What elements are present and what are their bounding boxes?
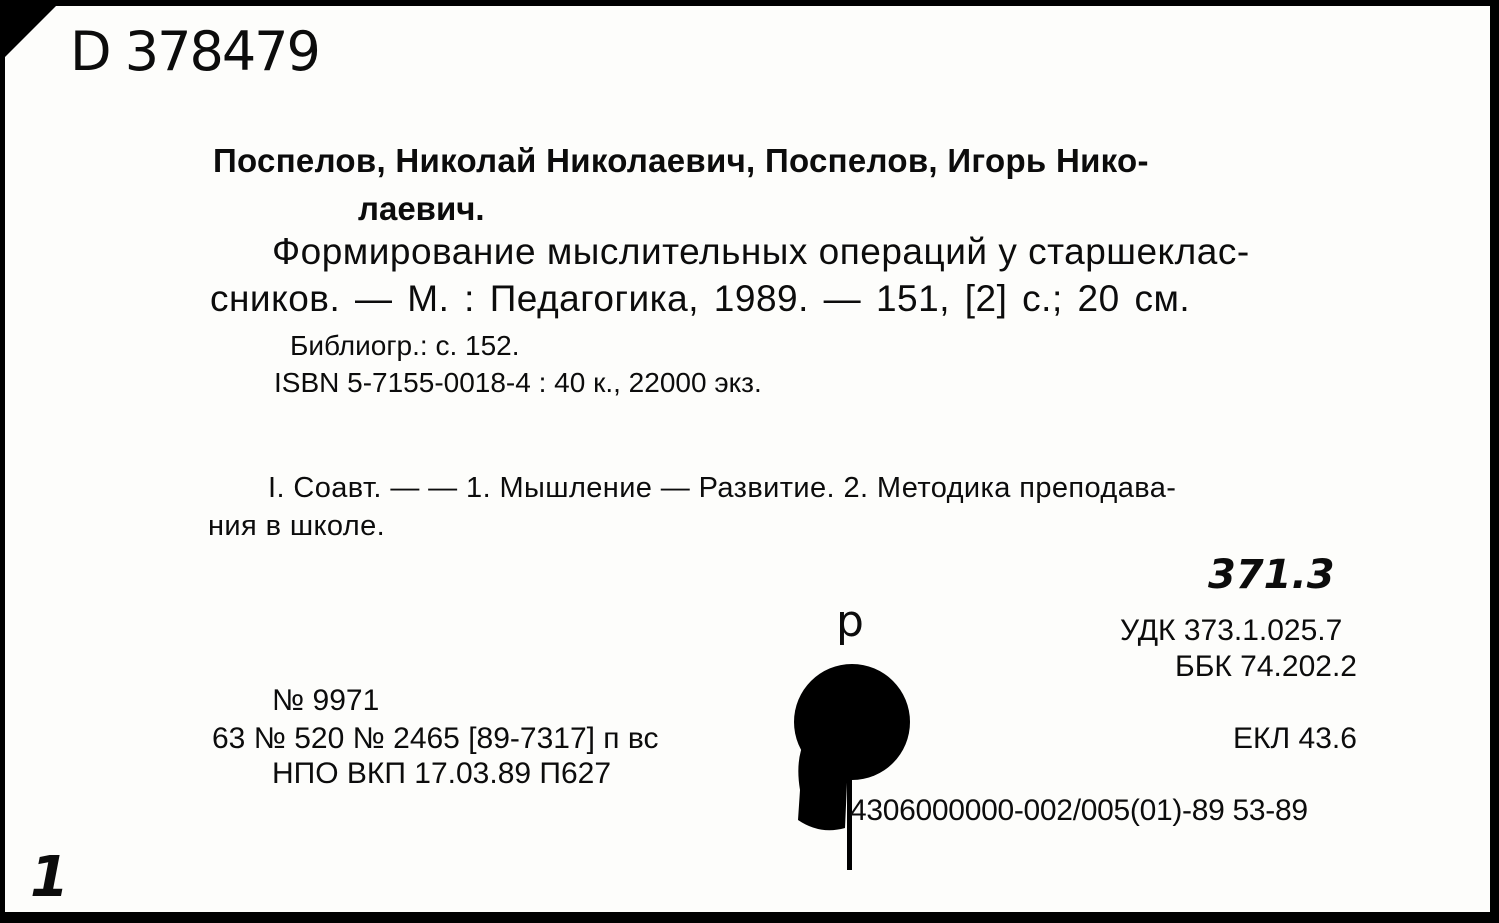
order-line: 63 № 520 № 2465 [89-7317] п вс	[212, 722, 659, 755]
card-number: D 378479	[70, 20, 319, 83]
handwritten-one: 1	[30, 845, 69, 910]
code-line: 4306000000-002/005(01)-89 53-89	[850, 794, 1308, 827]
authors-line-2: лаевич.	[358, 190, 485, 227]
udk-code: УДК 373.1.025.7	[1120, 614, 1343, 647]
bibliography-note: Библиогр.: с. 152.	[290, 330, 520, 361]
bbk-code: ББК 74.202.2	[1175, 650, 1357, 683]
title-line-2: сников. — М. : Педагогика, 1989. — 151, [2] с.; 20 см.	[210, 278, 1191, 319]
isbn-line: ISBN 5-7155-0018-4 : 40 к., 22000 экз.	[274, 367, 762, 398]
authors-line-1: Поспелов, Николай Николаевич, Поспелов, Игорь Нико-	[213, 142, 1149, 179]
ekl-code: ЕКЛ 43.6	[1233, 722, 1357, 755]
handwritten-letter: p	[836, 596, 864, 647]
subjects-line-2: ния в школе.	[208, 510, 386, 542]
punch-hole	[790, 660, 920, 870]
number-9971: № 9971	[272, 684, 380, 717]
npo-line: НПО ВКП 17.03.89 П627	[272, 757, 612, 790]
handwritten-class-number: 371.3	[1208, 552, 1335, 598]
subjects-line-1: I. Соавт. — — 1. Мышление — Развитие. 2. Методика преподава-	[268, 472, 1177, 504]
title-line-1: Формирование мыслительных операций у старшеклас-	[272, 231, 1250, 272]
